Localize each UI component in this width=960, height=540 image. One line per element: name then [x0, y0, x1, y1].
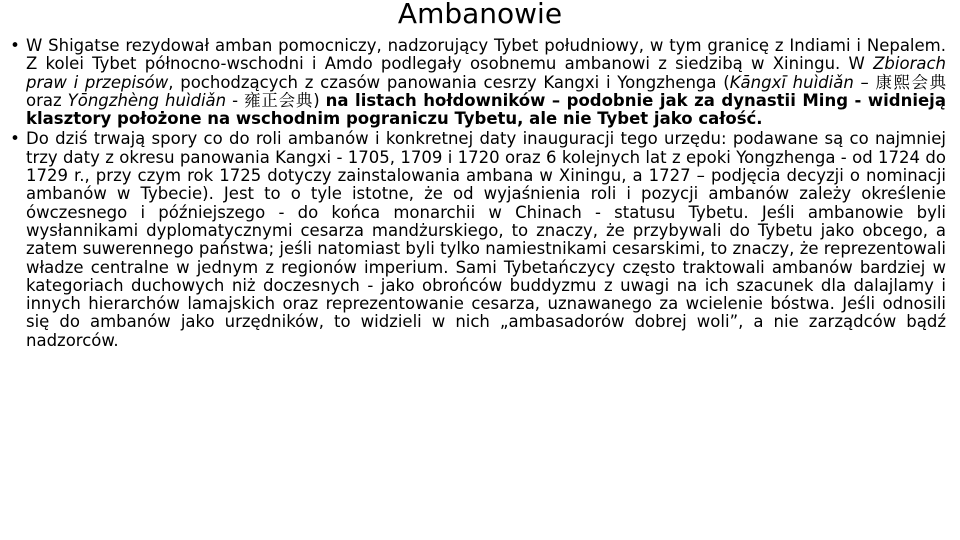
bullet-marker: •: [10, 36, 20, 55]
bullet-marker: •: [10, 129, 20, 149]
bullet-text-run: - 雍正会典): [226, 90, 326, 110]
bullet-text-run: , pochodzących z czasów panowania cesrzy Kangxi i Yongzhenga (: [168, 72, 730, 92]
bullet-text-run-bold: na listach hołdowników – podobnie jak za dynastii Ming - widnieją klasztory położone na wschodnim pograniczu Tybetu, ale nie Tybet jako całość.: [26, 90, 946, 129]
slide-body: [8, 37, 946, 352]
bullet-item-2: [8, 130, 946, 350]
slide-title: Ambanowie: [397, 0, 563, 30]
bullet-text-run: W Shigatse rezydował amban pomocniczy, nadzorujący Tybet południowy, w tym granicę z Indiami i Nepalem. Z kolei Tybet północno-wschodni i Amdo podlegały osobnemu ambanowi z siedzibą w Xiningu. W: [26, 36, 946, 74]
bullet-text-run-italic: Zbiorach praw i przepisów: [26, 54, 946, 92]
bullet-text-run: – 康熙会典 oraz: [26, 72, 946, 110]
bullet-text-run-italic: Yōngzhèng huìdiǎn: [67, 90, 227, 110]
bullet-item-1: [8, 37, 946, 128]
bullet-text-run: Do dziś trwają spory co do roli ambanów i konkretnej daty inauguracji tego urzędu: podawane są co najmniej trzy daty z okresu panowania Kangxi - 1705, 1709 i 1720 oraz 6 kolejnych lat z epoki Yongzhenga - od 1724 do 1729 r., przy czym rok 1725 dotyczy zainstalowania ambana w Xiningu, a 1727 – podjęcia decyzji o nominacji ambanów w Tybecie). Jest to o tyle istotne, że od wyjaśnienia roli i pozycji ambanów zależy określenie ówczesnego i późniejszego - do końca monarchii w Chinach - statusu Tybetu. Jeśli ambanowie byli wysłannikami dyplomatycznymi cesarza mandżurskiego, to znaczy, że przybywali do Tybetu jako obcego, a zatem suwerennego państwa; jeśli natomiast byli tylko namiestnikami cesarskimi, to znaczy, że reprezentowali władze centralne w jednym z regionów imperium. Sami Tybetańczycy często traktowali ambanów bardziej w kategoriach duchowych niż doczesnych - jako obrońców buddyzmu z uwagi na ich szacunek dla dalajlamy i innych hierarchów lamajskich oraz reprezentowanie cesarza, uznawanego za wcielenie bóstwa. Jeśli odnosili się do ambanów jako urzędników, to widzieli w nich „ambasadorów dobrej woli”, a nie zarządców bądź nadzorców.: [26, 129, 946, 350]
bullet-text-run-italic: Kāngxī huìdiǎn: [729, 72, 854, 92]
